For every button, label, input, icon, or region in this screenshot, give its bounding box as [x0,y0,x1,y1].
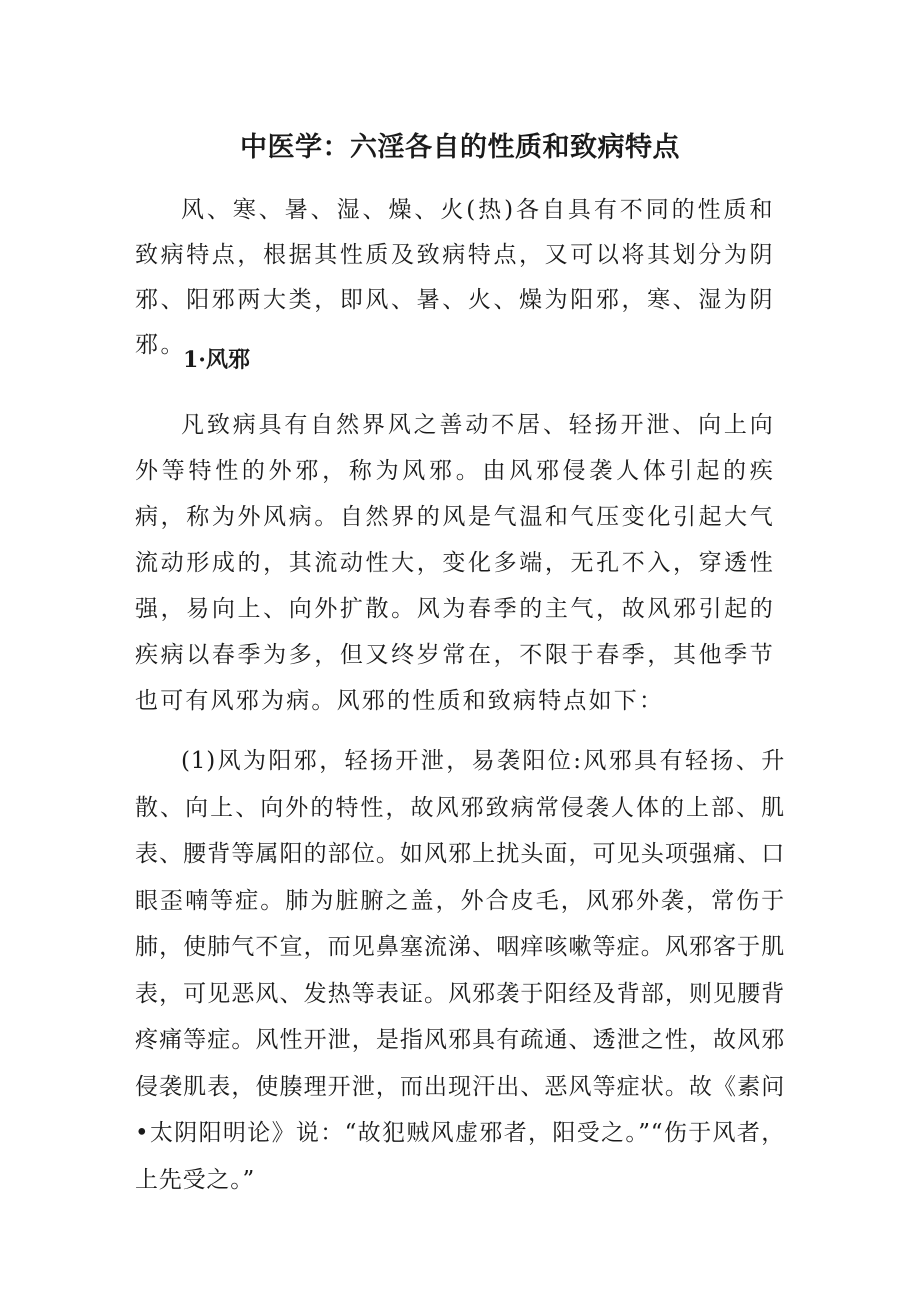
section-heading-wind-evil: 1·风邪 [183,347,250,373]
intro-paragraph: 风、寒、暑、湿、燥、火(热)各自具有不同的性质和致病特点，根据其性质及致病特点，又可以将其划分为阴邪、阳邪两大类，即风、暑、火、燥为阳邪，寒、湿为阴邪。 [135,197,775,358]
wind-evil-point-1-paragraph: (1)风为阳邪，轻扬开泄，易袭阳位:风邪具有轻扬、升散、向上、向外的特性，故风邪致病常侵袭人体的上部、肌表、腰背等属阳的部位。如风邪上扰头面，可见头项强痛、口眼歪喃等症。肺为脏腑之盖，外合皮毛，风邪外袭，常伤于肺，使肺气不宣，而见鼻塞流涕、咽痒咳嗽等症。风邪客于肌表，可见恶风、发热等表证。风邪袭于阳经及背部，则见腰背疼痛等症。风性开泄，是指风邪具有疏通、透泄之性，故风邪侵袭肌表，使腠理开泄，而出现汗出、恶风等症状。故《素问•太阴阳明论》说：“故犯贼风虚邪者，阳受之。”“伤于风者，上先受之。” [135,748,785,1193]
document-title: 中医学：六淫各自的性质和致病特点 [240,132,680,163]
wind-evil-description-paragraph: 凡致病具有自然界风之善动不居、轻扬开泄、向上向外等特性的外邪，称为风邪。由风邪侵袭人体引起的疾病，称为外风病。自然界的风是气温和气压变化引起大气流动形成的，其流动性大，变化多端，无孔不入，穿透性强，易向上、向外扩散。风为春季的主气，故风邪引起的疾病以春季为多，但又终岁常在，不限于春季，其他季节也可有风邪为病。风邪的性质和致病特点如下： [135,412,775,714]
